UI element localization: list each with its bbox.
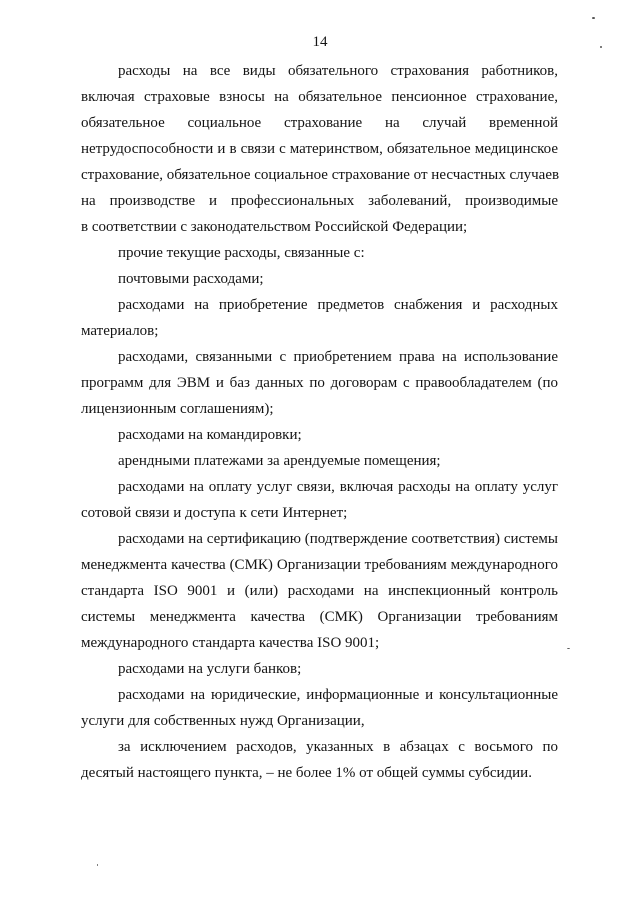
text-line: десятый настоящего пункта, – не более 1% от общей суммы субсидии. xyxy=(81,765,532,781)
text-line: сотовой связи и доступа к сети Интернет; xyxy=(81,505,348,521)
text-line: материалов; xyxy=(81,323,159,339)
text-line: стандарта ISO 9001 и (или) расходами на инспекционный контроль xyxy=(81,583,558,599)
text-line: международного стандарта качества ISO 9001; xyxy=(81,635,380,651)
text-line: расходами на приобретение предметов снабжения и расходных xyxy=(118,297,558,313)
text-line: в соответствии с законодательством Российской Федерации; xyxy=(81,219,468,235)
text-line: нетрудоспособности и в связи с материнством, обязательное медицинское xyxy=(81,141,558,157)
text-line: на производстве и профессиональных заболеваний, производимые xyxy=(81,193,558,209)
text-line: услуги для собственных нужд Организации, xyxy=(81,713,365,729)
text-line: расходами на оплату услуг связи, включая расходы на оплату услуг xyxy=(118,479,558,495)
text-line: системы менеджмента качества (СМК) Организации требованиям xyxy=(81,609,558,625)
text-line: менеджмента качества (СМК) Организации требованиям международного xyxy=(81,557,558,573)
text-line: расходами на командировки; xyxy=(118,427,302,443)
page-number: 14 xyxy=(312,34,328,50)
text-line: лицензионным соглашениям); xyxy=(81,401,274,417)
text-line: обязательное социальное страхование на случай временной xyxy=(81,115,558,131)
text-line: расходы на все виды обязательного страхования работников, xyxy=(118,63,558,79)
text-line: за исключением расходов, указанных в абзацах с восьмого по xyxy=(118,739,558,755)
text-line: прочие текущие расходы, связанные с: xyxy=(118,245,365,261)
scan-speck xyxy=(97,864,98,866)
text-line: программ для ЭВМ и баз данных по договорам с правообладателем (по xyxy=(81,375,558,391)
text-line: включая страховые взносы на обязательное пенсионное страхование, xyxy=(81,89,558,105)
scan-speck xyxy=(592,17,595,19)
text-line: расходами, связанными с приобретением права на использование xyxy=(118,349,558,365)
text-line: расходами на юридические, информационные и консультационные xyxy=(118,687,558,703)
scan-speck xyxy=(567,648,570,649)
text-line: страхование, обязательное социальное страхование от несчастных случаев xyxy=(81,167,560,183)
text-line: арендными платежами за арендуемые помещения; xyxy=(118,453,441,469)
scan-speck xyxy=(600,46,602,48)
text-line: расходами на услуги банков; xyxy=(118,661,302,677)
text-line: расходами на сертификацию (подтверждение соответствия) системы xyxy=(118,531,558,547)
text-line: почтовыми расходами; xyxy=(118,271,264,287)
